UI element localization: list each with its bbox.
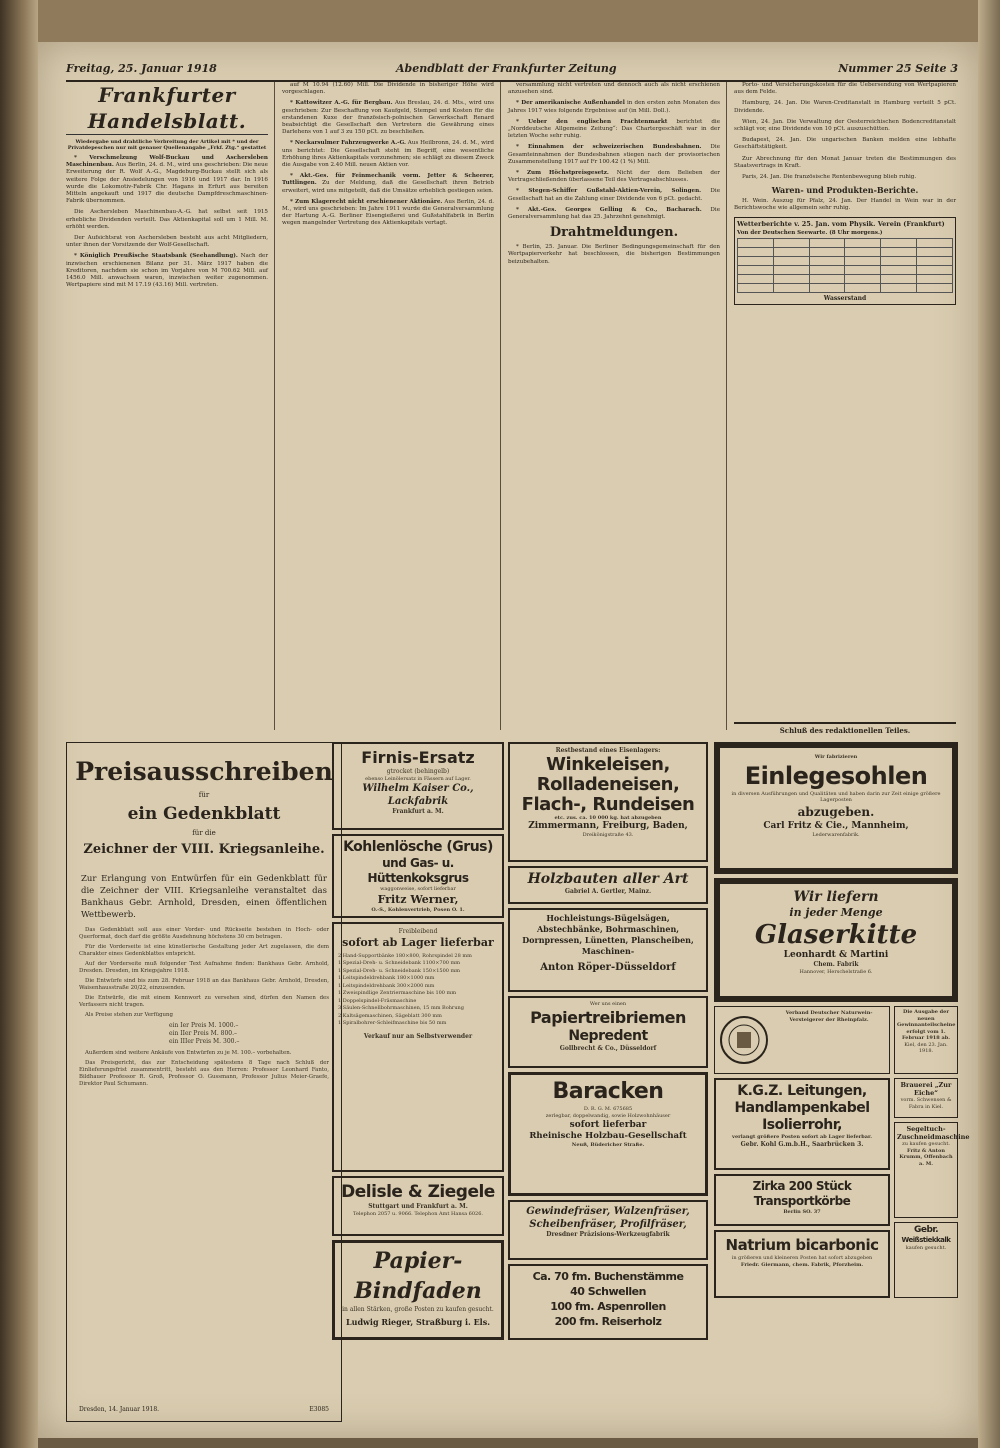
ad-title: sofort ab Lager lieferbar xyxy=(342,935,494,949)
article-text: Die Generalversammlung hat das 25. Jahrzehnt genehmigt. xyxy=(508,206,721,221)
ad-title: Preisausschreiben xyxy=(75,757,333,786)
article-text: Aus Berlin, 24. d. M., wird uns geschrieben: Im Jahre 1911 wurde die Generalversammlung der Hartung A.-G. Berliner Eisengießerei und Gußstahlfabrik in Berlin wegen mangelnder Vertretung des Aktienkapitals vertagt. xyxy=(282,198,495,227)
article-headline: * Verschmelzung Wolf-Buckau und Aschersleben Maschinenbau. xyxy=(66,155,268,169)
article-headline: * Einnahmen der schweizerischen Bundesbahnen. xyxy=(516,144,702,151)
ad-verband-naturwein xyxy=(714,1006,890,1074)
ad-subtitle: vorm. Schwensen & Fabra in Kiel. xyxy=(900,1097,952,1110)
weather-report xyxy=(734,217,956,305)
machine-list-item: 1 Doppelspindel-Fräsmaschine xyxy=(338,997,417,1004)
ad-fraeser xyxy=(508,1200,708,1260)
ad-head: Wir fabrizieren xyxy=(814,754,858,760)
article-text: Zu der Meldung, daß die Gesellschaft ihren Betrieb erweitert, wird uns mitgeteilt, daß die Umsätze erheblich gestiegen seien. xyxy=(282,180,495,194)
article-headline: * Zum Höchstpreisgesetz. xyxy=(516,170,609,177)
ad-line: Winkeleisen, xyxy=(546,753,670,775)
ad-signature: Dresden, 14. Januar 1918. xyxy=(79,1406,160,1413)
prize-2: ein IIer Preis M. 800.– xyxy=(169,1030,237,1037)
ad-title: Isolierrohr, xyxy=(762,1117,842,1133)
ad-text: Verband Deutscher Naturwein-Versteigerer der Rheinpfalz. xyxy=(785,1010,873,1023)
ad-title: Handlampenkabel xyxy=(734,1100,870,1116)
ad-paragraph: Die Entwürfe sind bis zum 28. Februar 1918 an das Bankhaus Gebr. Arnhold, Dresden, Waisenhausstraße 20/22, einzusenden. xyxy=(79,978,329,991)
ad-line: 100 fm. Aspenrollen xyxy=(550,1300,666,1313)
ad-firm: Berlin SO. 37 xyxy=(783,1209,821,1215)
right-edge xyxy=(978,0,1000,1448)
header-paper-name: Abendblatt der Frankfurter Zeitung xyxy=(396,62,617,75)
ad-body: ebenso Leinölersatz in Fässern auf Lager. xyxy=(365,775,471,782)
ad-baracken xyxy=(508,1072,708,1196)
ad-code: E3085 xyxy=(309,1406,329,1413)
page-header xyxy=(66,58,958,82)
weather-heading: Wetterberichte v. 25. Jan. vom Physik. Verein (Frankfurt) xyxy=(737,219,945,228)
ad-title: Papier-Bindfaden xyxy=(354,1248,482,1304)
ad-body: in diversen Ausführungen und Qualitäten und haben darin zur Zeit einige größere Lagerposten xyxy=(731,790,941,803)
ad-firm: Dresdner Präzisions-Werkzeugfabrik xyxy=(546,1231,670,1238)
weather-subheading: Von der Deutschen Seewarte. (8 Uhr morgens.) xyxy=(737,229,883,236)
ad-papiertreibriemen xyxy=(508,996,708,1068)
ad-address: Dreikönigstraße 43. xyxy=(582,832,634,838)
ad-title: Holzbauten aller Art xyxy=(527,871,689,887)
article-paragraph: * Berlin, 25. Januar. Die Berliner Bedingungsgemeinschaft für den Wertpapierverkehr hat beschlossen, die bisherigen Bestimmungen beizubehalten. xyxy=(508,244,720,265)
ad-gewinnanteil xyxy=(894,1006,958,1074)
ad-firnis-ersatz xyxy=(332,742,504,830)
ad-subtitle: Chem. Fabrik xyxy=(813,961,859,968)
ad-firm: Gollbrecht & Co., Düsseldorf xyxy=(559,1044,657,1052)
ad-segeltuch xyxy=(894,1122,970,1218)
ad-einlegesohlen xyxy=(714,742,958,874)
article-paragraph xyxy=(282,100,494,136)
ad-firm: Fritz & Anton Krumm, Offenbach a. M. xyxy=(899,1147,953,1167)
machine-list-item: 1 Spiralbohrer-Schleifmaschine bis 50 mm xyxy=(338,1020,447,1026)
ad-paragraph: Das Gedenkblatt soll aus einer Vorder- und Rückseite bestehen in Hoch- oder Querformat, doch darf die größte Ausdehnung höchstens 30 cm betragen. xyxy=(79,927,329,940)
article-paragraph: versammlung nicht vertreten und dennoch auch als nicht erschienen anzusehen sind. xyxy=(508,82,720,96)
article-paragraph: Wien, 24. Jan. Die Verwaltung der Oesterreichischen Bodencreditanstalt schlägt vor, eine Dividende von 10 pCt. auszuschütten. xyxy=(734,118,956,133)
ad-title: Firnis-Ersatz xyxy=(361,748,475,767)
ad-title: Gewindefräser, Walzenfräser, Scheibenfräser, Profilfräser, xyxy=(526,1206,690,1230)
ad-head: Wir liefern xyxy=(793,889,879,905)
article-text: berichtet die „Norddeutsche Allgemeine Zeitung“: Das Chartergeschäft war in der letzten Woche sehr ruhig. xyxy=(508,118,721,140)
ad-subtitle: gtrocket (behingelb) xyxy=(386,768,450,775)
column-divider xyxy=(500,82,501,730)
machine-list-item: 1 Spezial-Dreh- u. Schneidebank 150×1500 mm xyxy=(338,967,461,974)
ad-body xyxy=(79,927,329,1088)
article-text: Die Gesellschaft hat an die Zahlung einer Dividende von 6 pCt. gedacht. xyxy=(508,188,721,202)
article-paragraph: Porto- und Versicherungskosten für die Uebersendung von Wertpapieren aus dem Felde. xyxy=(734,82,956,96)
ad-city: Frankfurt a. M. xyxy=(392,808,444,815)
article-paragraph xyxy=(282,199,494,228)
machine-list-item: 2 Hand-Supportbänke 180×800, Rohrspindel 28 mm xyxy=(338,952,472,959)
drahtmeldungen-heading: Drahtmeldungen. xyxy=(549,225,679,241)
article-paragraph: Budapest, 24. Jan. Die ungarischen Banken melden eine lebhafte Geschäftstätigkeit. xyxy=(734,137,956,151)
ad-line: Ca. 70 fm. Buchenstämme xyxy=(532,1270,684,1283)
text-column-3 xyxy=(508,82,720,730)
ad-title: Einlegesohlen xyxy=(744,761,928,790)
ad-city: Neuß, Büdericher Straße. xyxy=(571,1142,645,1148)
ad-firm: Friedr. Giermann, chem. Fabrik, Pforzheim. xyxy=(740,1261,864,1268)
ad-text: in jeder Menge xyxy=(789,906,883,919)
section-masthead: Frankfurter Handelsblatt. xyxy=(66,82,268,135)
ad-paragraph: Außerdem sind weitere Ankäufe von Entwürfen zu je M. 100.– vorbehalten. xyxy=(85,1050,292,1056)
ad-body: in größeren und kleineren Posten hat sofort abzugeben xyxy=(731,1255,873,1261)
ad-product: Nepredent xyxy=(568,1027,648,1044)
ad-holzbauten xyxy=(508,866,708,904)
header-date: Freitag, 25. Januar 1918 xyxy=(66,62,217,75)
ad-head: Freibleibend xyxy=(398,928,438,935)
ad-kohlenloesche xyxy=(332,834,504,918)
article-paragraph: Die Aschersleben Maschinenbau-A.-G. hat selbst seit 1915 erhebliche Dividenden verteilt. Das Aktienkapital soll um 1 Mill. M. erhöht werden. xyxy=(66,209,268,230)
ad-title: Papiertreibriemen xyxy=(530,1007,686,1027)
ad-paragraph: Auf der Vorderseite muß folgender Text Aufnahme finden: Bankhaus Gebr. Arnhold, Dresden. Dresden, im Kriegsjahre 1918. xyxy=(79,961,329,974)
article-text: in den ersten zehn Monaten des Jahres 1917 wies folgende Ergebnisse auf (in Mill. Doll.). xyxy=(508,100,720,114)
article-text: Nach der inzwischen erschienenen Bilanz per 31. März 1917 haben die Kreditoren, nachdem sie schon im Vorjahre von M 700.62 Mill. auf 1456.0 Mill. anwachsen waren, inzwischen weiter zugenommen. Wertpapiere sind mit M 17.19 (43.16) Mill. vertreten. xyxy=(66,253,269,289)
ad-lager-maschinen xyxy=(332,922,504,1172)
ad-footer: Verkauf nur an Selbstverwender xyxy=(363,1032,473,1040)
prize-1: ein Ier Preis M. 1000.– xyxy=(169,1022,239,1029)
ad-abzugeben: abzugeben. xyxy=(797,804,875,819)
ad-winkeleisen xyxy=(508,742,708,862)
ad-firm: Ludwig Rieger, Straßburg i. Els. xyxy=(346,1316,490,1327)
article-text: Aus Breslau, 24. d. Mts., wird uns geschrieben: Zur Beschaffung von Kaufgeld, Stempel und Kosten für die erstandenen Kuxe der französisch-polnischen Gewerkschaft Renard beabsichtigt die Gesellschaft den Vertretern die Gewährung eines Darlehens von 1 auf 3 zu 150 pCt. zu beschließen. xyxy=(282,100,495,136)
machine-list-item: 2 Kaltsägemaschinen, Sägeblatt 300 mm xyxy=(338,1012,442,1019)
ad-city: O.-S., Kohlenvertrieb, Posen O. 1. xyxy=(371,906,465,913)
column-divider xyxy=(274,82,275,730)
weather-table xyxy=(737,238,953,293)
ad-title: Natrium bicarbonic xyxy=(725,1236,879,1254)
article-paragraph xyxy=(66,155,268,205)
article-paragraph xyxy=(508,188,720,202)
ad-phone: Telephon 2057 u. 9066. Telephon Amt Hansa 6026. xyxy=(353,1210,483,1217)
article-text: Aus Berlin, 24. d. M., wird uns geschrieben: Die neue Erweiterung der R. Wolf A.-G., Magdeburg-Buckau stellt sich als weitere Folge der Ansiedelungen von 1916 und 1917 dar. In 1916 wurde die Lokomotiv-Fabrik Chr. Hagans in Erfurt aus bereiten Mitteln angekauft und 1917 die deutsche Dampfdreschmaschinen-Fabrik übernommen. xyxy=(66,162,268,205)
ad-paragraph: Als Preise stehen zur Verfügung xyxy=(85,1012,173,1018)
article-paragraph: H. Wein. Auszug für Pfalz, 24. Jan. Der Handel in Wein war in der Berichtswoche wie allgemein sehr ruhig. xyxy=(734,198,956,212)
ad-title: Glaserkitte xyxy=(754,920,918,950)
machine-list-item: 1 Zweispindlige Zentriermaschine bis 100 mm xyxy=(338,990,457,996)
ad-subtitle: zu kaufen gesucht. xyxy=(902,1141,950,1147)
ad-line: 200 fm. Reiserholz xyxy=(554,1315,662,1328)
article-text: Nicht der dem Belieben der Vertragschließenden überlassene Teil des Vertragsabschlusses. xyxy=(508,170,720,184)
end-of-editorial: Schluß des redaktionellen Teiles. xyxy=(734,722,956,735)
ad-body: Hochleistungs-Bügelsägen, Abstechbänke, Bohrmaschinen, Dornpressen, Lünetten, Planscheiben, Maschinen- xyxy=(522,913,694,956)
ad-paragraph: Für die Vorderseite ist eine künstlerische Gestaltung jeder Art zugelassen, die dem Charakter eines Gedenkblattes entspricht. xyxy=(79,944,329,957)
ad-target: Zeichner der VIII. Kriegsanleihe. xyxy=(83,842,325,857)
ad-text: Die Ausgabe der neuen Gewinnanteilscheine erfolgt vom 1. Februar 1918 ab. xyxy=(897,1009,956,1041)
ad-firm: Anton Röper-Düsseldorf xyxy=(540,962,676,973)
ad-papier-bindfaden xyxy=(332,1240,504,1340)
wasserstand-heading: Wasserstand xyxy=(823,294,867,302)
ad-firm: Wilhelm Kaiser Co., Lackfabrik xyxy=(362,783,474,807)
article-headline: * Neckarsulmer Fahrzeugwerke A.-G. xyxy=(290,140,406,147)
ad-buchenstaemme xyxy=(508,1264,708,1340)
ad-line: 40 Schwellen xyxy=(570,1285,646,1298)
ad-title: Zirka 200 Stück Transportkörbe xyxy=(752,1179,852,1208)
ad-text: für die xyxy=(192,829,216,837)
article-paragraph xyxy=(508,144,720,166)
ad-head: Restbestand eines Eisenlagers: xyxy=(555,747,661,754)
column-divider xyxy=(726,82,727,730)
article-paragraph: Paris, 24. Jan. Die französische Rentenbewegung blieb ruhig. xyxy=(742,174,917,181)
article-paragraph xyxy=(66,253,268,289)
prize-3: ein IIIer Preis M. 300.– xyxy=(169,1038,240,1045)
ad-head: Wer uns einen xyxy=(589,1001,627,1007)
ad-transportkoerbe xyxy=(714,1174,890,1226)
ad-city: Kiel, den 23. Jan. 1918. xyxy=(904,1041,948,1054)
article-headline: * Königlich Preußische Staatsbank (Seehandlung). xyxy=(74,253,238,260)
book-spine xyxy=(0,0,38,1448)
ad-title: Segeltuch-Zuschneidmaschine xyxy=(897,1125,970,1141)
header-issue-number: Nummer 25 Seite 3 xyxy=(838,62,958,75)
article-headline: * Stegen-Schiffer Gußstahl-Aktien-Verein, Solingen. xyxy=(516,188,702,195)
ad-text: für xyxy=(198,791,210,799)
article-paragraph xyxy=(508,207,720,221)
article-headline: * Ueber den englischen Frachtenmarkt xyxy=(516,118,668,125)
article-headline: * Akt.-Ges. für Feinmechanik vorm. Jetter & Scheerer, Tuttlingen. xyxy=(282,173,494,187)
article-text: Die Gesamteinnahmen der Bundesbahnen stiegen nach der provisorischen Zusammenstellung 1917 auf Fr 100.42 (1 %) Mill. xyxy=(508,144,721,165)
article-paragraph: Zur Abrechnung für den Monat Januar treten die Bestimmungen des Staatsvertrags in Kraft. xyxy=(734,155,956,169)
ad-firm: Fritz Werner, xyxy=(377,892,459,906)
ad-title: Brauerei „Zur Eiche“ xyxy=(900,1081,952,1097)
article-paragraph: Der Aufsichtsrat von Aschersleben besteht aus acht Mitgliedern, unter ihnen der Vorsitzende der Wolf-Gesellschaft. xyxy=(66,235,268,249)
ad-body: zerlegbar, doppelwandig, sowie Holzwohnhäuser xyxy=(545,1112,671,1119)
ad-glaserkitte xyxy=(714,878,958,1002)
ad-subtitle: ein Gedenkblatt xyxy=(127,804,281,824)
ad-subtitle: verlangt größere Posten sofort ab Lager lieferbar. xyxy=(732,1134,872,1140)
ad-title: Baracken xyxy=(552,1079,664,1104)
ad-firm: Rheinische Holzbau-Gesellschaft xyxy=(529,1131,687,1141)
ad-lieferbar: sofort lieferbar xyxy=(569,1120,647,1130)
ad-line: Flach-, Rundeisen xyxy=(521,793,695,815)
article-headline: * Akt.-Ges. Georges Gelling & Co., Bacharach. xyxy=(516,206,702,213)
ad-title: Kohlenlösche (Grus) xyxy=(343,839,493,855)
ad-paragraph: Das Preisgericht, das zur Entscheidung spätestens 8 Tage nach Schluß der Einlieferungsfrist zusammentritt, besteht aus den Herren: Professor Leonhard Fanto, Bildhauer Professor R. Groß, Professor O. Gussmann, Professor Julius Meier-Graefe, Direktor Paul Schumann. xyxy=(79,1060,329,1087)
article-paragraph: auf M 10.94 (12.60) Mill. Die Dividende in bisheriger Höhe wird vorgeschlagen. xyxy=(282,82,494,96)
ad-delisle-ziegele xyxy=(332,1176,504,1236)
article-paragraph xyxy=(282,173,494,195)
ad-body: waggonweise, sofort lieferbar xyxy=(380,886,456,892)
ad-title: Delisle & Ziegele xyxy=(341,1182,495,1202)
article-paragraph xyxy=(508,100,720,114)
article-paragraph: Hamburg, 24. Jan. Die Waren-Creditanstalt in Hamburg verteilt 5 pCt. Dividende. xyxy=(734,100,956,114)
ad-subtitle: Stuttgart und Frankfurt a. M. xyxy=(368,1203,468,1210)
text-column-1 xyxy=(66,82,268,730)
ad-preisausschreiben xyxy=(66,742,342,1422)
text-column-2 xyxy=(282,82,494,730)
ad-weissstiekkalk xyxy=(894,1222,958,1298)
ad-firm: Carl Fritz & Cie., Mannheim, xyxy=(763,820,909,831)
seal-icon xyxy=(719,1015,769,1065)
ad-kgz-leitungen xyxy=(714,1078,890,1170)
ad-firm: Gabriel A. Gertler, Mainz. xyxy=(564,888,652,895)
ad-title: Gebr. xyxy=(913,1225,938,1235)
machine-list-item: 1 Spezial-Dreh- u. Schneidebank 1100×700 mm xyxy=(338,960,461,966)
masthead-subline: Wiedergabe und drahtliche Verbreitung der Artikel mit * und der Privatdepeschen nur mit genauer Quellenangabe „Frkf. Ztg.“ gestattet xyxy=(67,139,267,151)
article-headline: * Der amerikanische Außenhandel xyxy=(516,100,625,107)
ad-roeper xyxy=(508,908,708,992)
ad-subtitle: D. R. G. M. 675685 xyxy=(583,1106,633,1112)
machine-list-item: 3 Säulen-Schnellbohrmaschinen, 15 mm Bohrung xyxy=(338,1005,464,1011)
article-paragraph xyxy=(508,170,720,184)
ad-title: K.G.Z. Leitungen, xyxy=(737,1083,867,1099)
article-headline: * Kattowitzer A.-G. für Bergbau. xyxy=(290,100,393,107)
ad-body: in allen Stärken, große Posten zu kaufen gesucht. xyxy=(342,1306,494,1313)
ad-title: Weißstiekkalk xyxy=(901,1236,951,1244)
ad-body: kaufen gesucht. xyxy=(905,1245,947,1251)
article-headline: * Zum Klagerecht nicht erschienener Aktionäre. xyxy=(290,198,443,205)
ad-title: und Gas- u. Hüttenkoksgrus xyxy=(367,856,469,885)
ad-paragraph: Die Entwürfe, die mit einem Kennwort zu versehen sind, dürfen den Namen des Verfassers nicht tragen. xyxy=(79,995,329,1008)
newspaper-page xyxy=(38,42,978,1438)
article-paragraph xyxy=(282,140,494,169)
ad-firm: Zimmermann, Freiburg, Baden, xyxy=(528,821,688,831)
article-text: Aus Heilbronn, 24. d. M., wird uns berichtet: Die Gesellschaft steht im Begriff, eine wesentliche Erhöhung ihres Aktienkapitals vorzunehmen; sie schlägt zu diesem Zweck die Ausgabe von 2.40 Mill. neuen Aktien vor. xyxy=(282,140,494,169)
ad-firm: Leonhardt & Martini xyxy=(783,950,889,960)
ad-subtitle: Lederwarenfabrik. xyxy=(812,831,860,838)
ad-brauerei xyxy=(894,1078,958,1118)
ad-firm: Gebr. Kohl G.m.b.H., Saarbrücken 3. xyxy=(740,1140,864,1148)
machine-list-item: 1 Leitspindeldrehbank 180×1000 mm xyxy=(338,975,435,981)
article-paragraph xyxy=(508,119,720,141)
ad-natrium xyxy=(714,1230,890,1298)
machine-list xyxy=(338,953,498,1027)
ad-intro: Zur Erlangung von Entwürfen für ein Gedenkblatt für die Zeichner der VIII. Kriegsanleihe veranstaltet das Bankhaus Gebr. Arnhold, Dresden, einen öffentlichen Wettbewerb. xyxy=(81,874,327,920)
top-edge xyxy=(38,0,978,42)
waren-heading: Waren- und Produkten-Berichte. xyxy=(771,185,919,196)
ad-city: Hannover, Herschelstraße 6. xyxy=(799,968,873,975)
ad-text: etc. zus. ca. 10 000 kg. hat abzugeben xyxy=(554,814,662,821)
machine-list-item: 1 Leitspindeldrehbank 300×2000 mm xyxy=(338,982,435,989)
text-column-4 xyxy=(734,82,956,718)
ad-line: Rolladeneisen, xyxy=(536,773,680,795)
